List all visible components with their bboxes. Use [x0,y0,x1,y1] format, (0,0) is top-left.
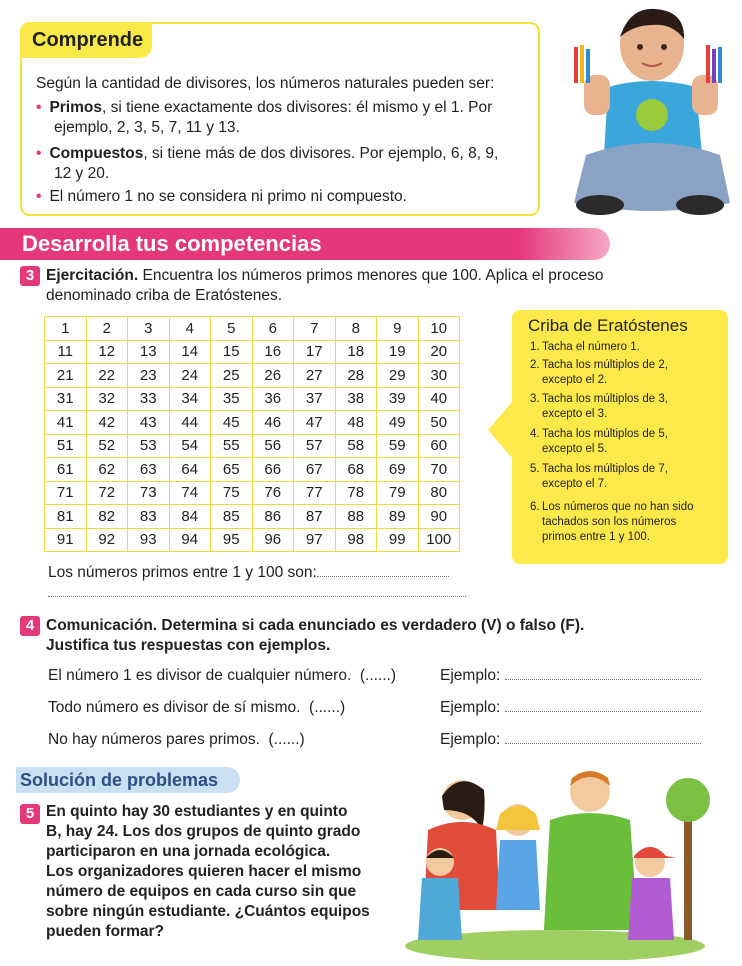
grid-cell[interactable]: 40 [418,387,460,411]
grid-cell[interactable]: 66 [252,458,294,482]
grid-cell[interactable]: 82 [86,505,128,529]
grid-cell[interactable]: 96 [252,528,294,552]
comprende-intro: Según la cantidad de divisores, los números naturales pueden ser: [36,75,495,92]
grid-cell[interactable]: 16 [252,340,294,364]
grid-cell[interactable]: 62 [86,458,128,482]
grid-cell[interactable]: 75 [211,481,253,505]
grid-cell[interactable]: 98 [335,528,377,552]
grid-cell[interactable]: 59 [377,434,419,458]
grid-cell[interactable]: 50 [418,411,460,435]
grid-cell[interactable]: 24 [169,364,211,388]
grid-cell[interactable]: 42 [86,411,128,435]
grid-cell[interactable]: 20 [418,340,460,364]
grid-cell[interactable]: 25 [211,364,253,388]
answer-blank-line[interactable] [48,596,466,597]
grid-cell[interactable]: 84 [169,505,211,529]
grid-cell[interactable]: 49 [377,411,419,435]
grid-cell[interactable]: 53 [128,434,170,458]
example-3[interactable]: Ejemplo: [440,731,701,749]
grid-cell[interactable]: 99 [377,528,419,552]
vf-blank[interactable]: (......) [268,731,305,748]
grid-cell[interactable]: 3 [128,317,170,341]
grid-row [45,528,460,552]
grid-cell[interactable]: 55 [211,434,253,458]
exercise-5-statement [46,802,396,942]
example-2[interactable]: Ejemplo: [440,699,701,717]
grid-cell[interactable]: 10 [418,317,460,341]
grid-cell[interactable]: 67 [294,458,336,482]
grid-cell[interactable]: 26 [252,364,294,388]
criba-step: 6. Los números que no han sido tachados son los números primos entre 1 y 100. [530,501,694,543]
criba-step: 1. Tacha el número 1. [530,341,640,353]
grid-cell[interactable]: 97 [294,528,336,552]
example-1[interactable]: Ejemplo: [440,667,701,685]
grid-row [45,411,460,435]
exercise-5-line: participaron en una jornada ecológica. [46,843,331,860]
bullet-icon: • [36,188,42,205]
grid-cell[interactable]: 79 [377,481,419,505]
grid-cell[interactable]: 2 [86,317,128,341]
grid-cell[interactable]: 9 [377,317,419,341]
criba-step: 5. Tacha los múltiplos de 7, excepto el 7. [530,463,668,490]
exercise-5-line: En quinto hay 30 estudiantes y en quinto [46,803,348,820]
grid-cell[interactable]: 36 [252,387,294,411]
grid-cell[interactable]: 54 [169,434,211,458]
grid-row [45,481,460,505]
grid-cell[interactable]: 78 [335,481,377,505]
comprende-title: Comprende [20,22,152,58]
grid-cell[interactable]: 45 [211,411,253,435]
criba-step: 4. Tacha los múltiplos de 5, excepto el 5. [530,428,668,455]
solucion-title: Solución de problemas [16,767,240,793]
grid-cell[interactable]: 81 [45,505,87,529]
exercise-5-line: pueden formar? [46,923,164,940]
grid-row [45,434,460,458]
grid-cell[interactable]: 70 [418,458,460,482]
grid-cell[interactable]: 60 [418,434,460,458]
grid-cell[interactable]: 69 [377,458,419,482]
grid-cell[interactable]: 58 [335,434,377,458]
grid-cell[interactable]: 15 [211,340,253,364]
grid-cell[interactable]: 17 [294,340,336,364]
child-holding-pencils-photo [560,5,738,220]
grid-cell[interactable]: 90 [418,505,460,529]
grid-row [45,458,460,482]
grid-cell[interactable]: 92 [86,528,128,552]
grid-cell[interactable]: 74 [169,481,211,505]
statement-3: No hay números pares primos. (......) [48,731,305,748]
comprende-item-compuestos: • Compuestos, si tiene más de dos divisores. Por ejemplo, 6, 8, 9, 12 y 20. [36,145,499,182]
grid-cell[interactable]: 38 [335,387,377,411]
numbers-1-100-grid [44,316,460,552]
statement-1: El número 1 es divisor de cualquier número. (......) [48,667,397,684]
criba-step: 3. Tacha los múltiplos de 3, excepto el 3. [530,393,668,420]
grid-cell[interactable]: 48 [335,411,377,435]
grid-row [45,387,460,411]
grid-row [45,505,460,529]
grid-cell[interactable]: 32 [86,387,128,411]
grid-cell[interactable]: 77 [294,481,336,505]
grid-cell[interactable]: 88 [335,505,377,529]
grid-cell[interactable]: 94 [169,528,211,552]
group-of-children-illustration [400,770,710,960]
criba-step: 2. Tacha los múltiplos de 2, excepto el 2. [530,359,668,386]
grid-cell[interactable]: 63 [128,458,170,482]
grid-cell[interactable]: 43 [128,411,170,435]
grid-cell[interactable]: 4 [169,317,211,341]
grid-cell[interactable]: 13 [128,340,170,364]
primes-answer-line: Los números primos entre 1 y 100 son: [48,564,449,582]
exercise-5-line: Los organizadores quieren hacer el mismo [46,863,362,880]
exercise-3-badge: 3 [20,266,40,286]
grid-cell[interactable]: 72 [86,481,128,505]
grid-cell[interactable]: 14 [169,340,211,364]
grid-cell[interactable]: 12 [86,340,128,364]
grid-cell[interactable]: 44 [169,411,211,435]
grid-cell[interactable]: 57 [294,434,336,458]
grid-cell[interactable]: 22 [86,364,128,388]
grid-row [45,364,460,388]
grid-cell[interactable]: 76 [252,481,294,505]
grid-cell[interactable]: 91 [45,528,87,552]
grid-cell[interactable]: 34 [169,387,211,411]
criba-title: Criba de Eratóstenes [528,316,688,335]
grid-cell[interactable]: 8 [335,317,377,341]
grid-cell[interactable]: 35 [211,387,253,411]
grid-row [45,317,460,341]
criba-box [512,310,728,564]
grid-cell[interactable]: 6 [252,317,294,341]
grid-cell[interactable]: 31 [45,387,87,411]
exercise-3-statement: Ejercitación. Encuentra los números primos menores que 100. Aplica el proceso denominado criba de Eratóstenes. [46,267,604,304]
grid-cell[interactable]: 27 [294,364,336,388]
grid-cell[interactable]: 85 [211,505,253,529]
grid-cell[interactable]: 65 [211,458,253,482]
grid-cell[interactable]: 39 [377,387,419,411]
grid-cell[interactable]: 93 [128,528,170,552]
grid-cell[interactable]: 5 [211,317,253,341]
grid-cell[interactable]: 29 [377,364,419,388]
grid-cell[interactable]: 7 [294,317,336,341]
vf-blank[interactable]: (......) [359,667,397,684]
grid-cell[interactable]: 1 [45,317,87,341]
section-title: Desarrolla tus competencias [0,228,610,260]
grid-cell[interactable]: 73 [128,481,170,505]
bullet-icon: • [36,145,42,162]
grid-cell[interactable]: 80 [418,481,460,505]
grid-cell[interactable]: 28 [335,364,377,388]
comprende-item-uno: • El número 1 no se considera ni primo ni compuesto. [36,188,407,205]
exercise-5-badge: 5 [20,804,40,824]
exercise-4-badge: 4 [20,616,40,636]
grid-cell[interactable]: 100 [418,528,460,552]
grid-cell[interactable]: 64 [169,458,211,482]
bullet-icon: • [36,99,42,116]
grid-cell[interactable]: 46 [252,411,294,435]
exercise-5-line: B, hay 24. Los dos grupos de quinto grado [46,823,361,840]
vf-blank[interactable]: (......) [309,699,346,716]
grid-cell[interactable]: 19 [377,340,419,364]
grid-row [45,340,460,364]
grid-cell[interactable]: 87 [294,505,336,529]
grid-cell[interactable]: 95 [211,528,253,552]
grid-cell[interactable]: 56 [252,434,294,458]
grid-cell[interactable]: 23 [128,364,170,388]
grid-cell[interactable]: 71 [45,481,87,505]
grid-cell[interactable]: 11 [45,340,87,364]
grid-cell[interactable]: 89 [377,505,419,529]
comprende-item-primos: • Primos, si tiene exactamente dos divisores: él mismo y el 1. Por ejemplo, 2, 3, 5, 7, 11 y 13. [36,99,493,136]
grid-cell[interactable]: 52 [86,434,128,458]
exercise-4-statement: Comunicación. Determina si cada enunciado es verdadero (V) o falso (F). Justifica tus respuestas con ejemplos. [46,617,585,654]
grid-cell[interactable]: 61 [45,458,87,482]
grid-cell[interactable]: 33 [128,387,170,411]
grid-cell[interactable]: 41 [45,411,87,435]
grid-cell[interactable]: 86 [252,505,294,529]
grid-cell[interactable]: 21 [45,364,87,388]
grid-cell[interactable]: 47 [294,411,336,435]
grid-cell[interactable]: 30 [418,364,460,388]
grid-cell[interactable]: 18 [335,340,377,364]
statement-2: Todo número es divisor de sí mismo. (......) [48,699,346,716]
exercise-5-line: sobre ningún estudiante. ¿Cuántos equipos [46,903,370,920]
grid-cell[interactable]: 37 [294,387,336,411]
exercise-5-line: número de equipos en cada curso sin que [46,883,357,900]
grid-cell[interactable]: 83 [128,505,170,529]
grid-cell[interactable]: 68 [335,458,377,482]
grid-cell[interactable]: 51 [45,434,87,458]
